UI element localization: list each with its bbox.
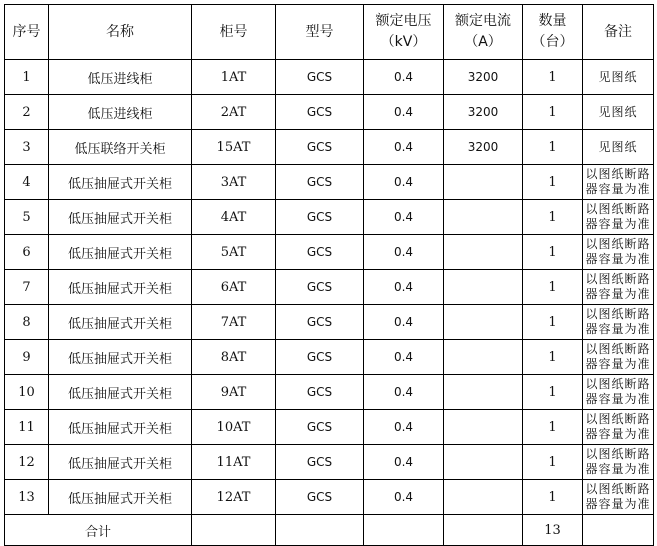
cell-quantity: 1	[523, 235, 583, 270]
cell-name: 低压抽屉式开关柜	[49, 235, 192, 270]
total-model	[276, 515, 364, 546]
cell-cabinet: 2AT	[192, 95, 276, 130]
cell-name: 低压抽屉式开关柜	[49, 270, 192, 305]
cell-index: 5	[5, 200, 49, 235]
header-current-line2: （A）	[464, 34, 502, 50]
cell-voltage: 0.4	[364, 130, 444, 165]
cell-quantity: 1	[523, 305, 583, 340]
cell-index: 12	[5, 445, 49, 480]
cell-index: 11	[5, 410, 49, 445]
table-row	[5, 165, 654, 200]
cell-current	[444, 305, 523, 340]
cell-name: 低压进线柜	[49, 95, 192, 130]
cell-quantity: 1	[523, 480, 583, 515]
cell-remark: 以图纸断路器容量为准	[583, 410, 654, 445]
cell-voltage: 0.4	[364, 305, 444, 340]
cell-name: 低压抽屉式开关柜	[49, 165, 192, 200]
cell-voltage: 0.4	[364, 95, 444, 130]
cell-remark: 以图纸断路器容量为准	[583, 270, 654, 305]
cell-model: GCS	[276, 60, 364, 95]
header-voltage-line1: 额定电压	[375, 13, 432, 29]
cell-model: GCS	[276, 200, 364, 235]
total-voltage	[364, 515, 444, 546]
cell-name: 低压联络开关柜	[49, 130, 192, 165]
header-name: 名称	[49, 5, 192, 60]
cell-name: 低压抽屉式开关柜	[49, 480, 192, 515]
cell-cabinet: 5AT	[192, 235, 276, 270]
cell-voltage: 0.4	[364, 200, 444, 235]
table-row	[5, 340, 654, 375]
table-row	[5, 235, 654, 270]
cell-name: 低压抽屉式开关柜	[49, 445, 192, 480]
cell-voltage: 0.4	[364, 480, 444, 515]
cell-remark: 以图纸断路器容量为准	[583, 200, 654, 235]
total-quantity: 13	[523, 515, 583, 546]
cell-remark: 以图纸断路器容量为准	[583, 480, 654, 515]
cell-model: GCS	[276, 130, 364, 165]
header-index: 序号	[5, 5, 49, 60]
cell-index: 1	[5, 60, 49, 95]
cell-current	[444, 200, 523, 235]
total-label: 合计	[5, 515, 192, 546]
header-voltage-line2: （kV）	[380, 34, 427, 50]
cell-model: GCS	[276, 235, 364, 270]
cell-index: 2	[5, 95, 49, 130]
header-cabinet: 柜号	[192, 5, 276, 60]
cell-model: GCS	[276, 95, 364, 130]
cell-name: 低压抽屉式开关柜	[49, 305, 192, 340]
cell-current	[444, 235, 523, 270]
cell-cabinet: 7AT	[192, 305, 276, 340]
cell-remark: 以图纸断路器容量为准	[583, 445, 654, 480]
cell-quantity: 1	[523, 200, 583, 235]
cell-model: GCS	[276, 305, 364, 340]
cell-voltage: 0.4	[364, 410, 444, 445]
cell-cabinet: 9AT	[192, 375, 276, 410]
table-row	[5, 445, 654, 480]
header-quantity	[523, 5, 583, 60]
header-quantity-line2: （台）	[531, 34, 574, 50]
cell-remark: 以图纸断路器容量为准	[583, 165, 654, 200]
cell-current: 3200	[444, 60, 523, 95]
cell-cabinet: 3AT	[192, 165, 276, 200]
cell-voltage: 0.4	[364, 165, 444, 200]
cell-remark: 以图纸断路器容量为准	[583, 235, 654, 270]
cell-voltage: 0.4	[364, 270, 444, 305]
cell-name: 低压进线柜	[49, 60, 192, 95]
cell-cabinet: 1AT	[192, 60, 276, 95]
cell-current	[444, 410, 523, 445]
total-cabinet	[192, 515, 276, 546]
cell-current	[444, 270, 523, 305]
cell-cabinet: 11AT	[192, 445, 276, 480]
cell-quantity: 1	[523, 340, 583, 375]
cell-name: 低压抽屉式开关柜	[49, 410, 192, 445]
cell-voltage: 0.4	[364, 235, 444, 270]
cell-current	[444, 375, 523, 410]
cell-voltage: 0.4	[364, 445, 444, 480]
cell-model: GCS	[276, 340, 364, 375]
cell-voltage: 0.4	[364, 340, 444, 375]
total-remark	[583, 515, 654, 546]
cell-remark: 以图纸断路器容量为准	[583, 375, 654, 410]
header-row	[5, 5, 654, 60]
cell-index: 7	[5, 270, 49, 305]
header-remark: 备注	[583, 5, 654, 60]
cell-voltage: 0.4	[364, 60, 444, 95]
cell-index: 9	[5, 340, 49, 375]
cell-voltage: 0.4	[364, 375, 444, 410]
header-quantity-line1: 数量	[538, 13, 567, 29]
cell-index: 6	[5, 235, 49, 270]
table-row	[5, 130, 654, 165]
cell-quantity: 1	[523, 60, 583, 95]
header-current-line1: 额定电流	[455, 13, 511, 29]
cell-model: GCS	[276, 410, 364, 445]
cell-current	[444, 165, 523, 200]
table-row	[5, 375, 654, 410]
cell-current	[444, 340, 523, 375]
header-voltage	[364, 5, 444, 60]
total-row	[5, 515, 654, 546]
cell-index: 3	[5, 130, 49, 165]
cell-index: 10	[5, 375, 49, 410]
cell-quantity: 1	[523, 130, 583, 165]
cell-cabinet: 10AT	[192, 410, 276, 445]
cell-index: 13	[5, 480, 49, 515]
table-row	[5, 480, 654, 515]
cell-name: 低压抽屉式开关柜	[49, 375, 192, 410]
cell-cabinet: 4AT	[192, 200, 276, 235]
cell-cabinet: 6AT	[192, 270, 276, 305]
cell-model: GCS	[276, 375, 364, 410]
cell-model: GCS	[276, 480, 364, 515]
cell-current: 3200	[444, 130, 523, 165]
cell-cabinet: 8AT	[192, 340, 276, 375]
table-body	[5, 60, 654, 515]
header-model: 型号	[276, 5, 364, 60]
cell-remark: 以图纸断路器容量为准	[583, 340, 654, 375]
cell-model: GCS	[276, 270, 364, 305]
header-current	[444, 5, 523, 60]
cell-model: GCS	[276, 445, 364, 480]
cell-index: 8	[5, 305, 49, 340]
table-row	[5, 305, 654, 340]
cell-quantity: 1	[523, 95, 583, 130]
cell-remark: 见图纸	[583, 130, 654, 165]
cell-cabinet: 15AT	[192, 130, 276, 165]
equipment-table	[4, 4, 654, 546]
cell-current	[444, 445, 523, 480]
table-row	[5, 95, 654, 130]
cell-quantity: 1	[523, 375, 583, 410]
cell-quantity: 1	[523, 165, 583, 200]
cell-index: 4	[5, 165, 49, 200]
cell-remark: 见图纸	[583, 95, 654, 130]
cell-current	[444, 480, 523, 515]
cell-name: 低压抽屉式开关柜	[49, 340, 192, 375]
cell-quantity: 1	[523, 410, 583, 445]
cell-remark: 以图纸断路器容量为准	[583, 305, 654, 340]
cell-current: 3200	[444, 95, 523, 130]
cell-model: GCS	[276, 165, 364, 200]
table-row	[5, 60, 654, 95]
table-row	[5, 270, 654, 305]
table-row	[5, 410, 654, 445]
cell-cabinet: 12AT	[192, 480, 276, 515]
cell-name: 低压抽屉式开关柜	[49, 200, 192, 235]
total-current	[444, 515, 523, 546]
cell-quantity: 1	[523, 445, 583, 480]
table-row	[5, 200, 654, 235]
cell-remark: 见图纸	[583, 60, 654, 95]
cell-quantity: 1	[523, 270, 583, 305]
